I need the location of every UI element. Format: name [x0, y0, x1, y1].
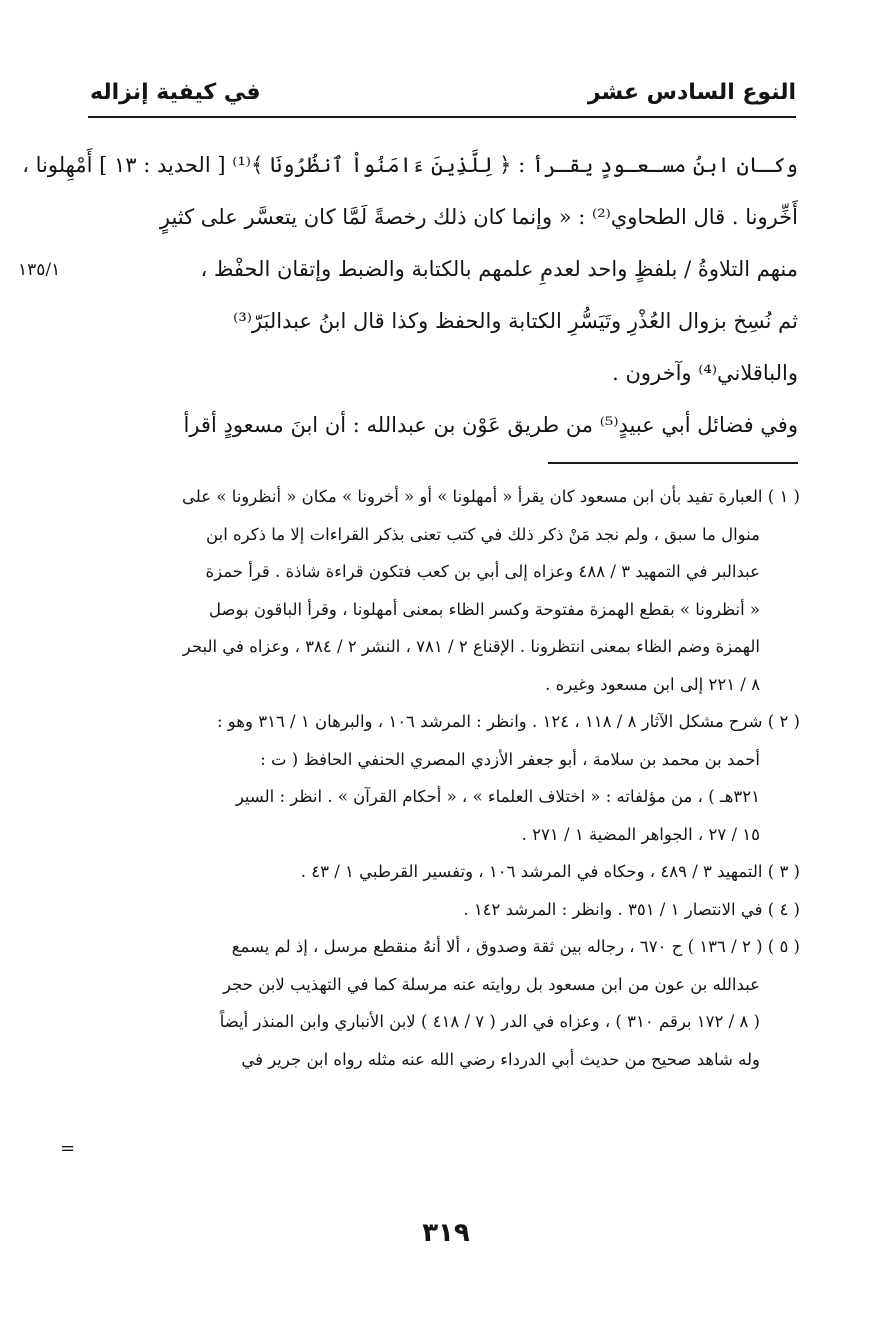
footnotes [84, 478, 800, 1078]
footnote-line: ( ٣ ) التمهيد ٣ / ٤٨٩ ، وحكاه في المرشد ١٠٦ ، وتفسير القرطبي ١ / ٤٣ . [300, 862, 800, 881]
footnote-line: ١٥ / ٢٧ ، الجواهر المضية ١ / ٢٧١ . [521, 824, 760, 844]
footnote-line: ( ٢ ) شرح مشكل الآثار ٨ / ١١٨ ، ١٢٤ . وانظر : المرشد ١٠٦ ، والبرهان ١ / ٣١٦ وهو : [216, 712, 800, 731]
footnote-separator [548, 462, 798, 464]
footnote-line: ٣٢١هـ ) ، من مؤلفاته : « اختلاف العلماء » ، « أحكام القرآن » . انظر : السير [235, 787, 760, 806]
footnote-line: ( ٥ ) ( ٢ / ١٣٦ ) ح ٦٧٠ ، رجاله بين ثقة وصدوق ، ألا أنهُ منقطع مرسل ، إذ لم يسمع [231, 937, 800, 956]
footnote-line: الهمزة وضم الظاء بمعنى انتظرونا . الإقناع ٢ / ٧٨١ ، النشر ٢ / ٣٨٤ ، وعزاه في البحر [182, 637, 760, 656]
footnote-line: عبدالبر في التمهيد ٣ / ٤٨٨ وعزاه إلى أبي بن كعب فتكون قراءة شاذة . قرأ حمزة [205, 562, 760, 581]
section-title: في كيفية إنزاله [90, 80, 261, 105]
main-text-line: وفي فضائل أبي عبيدٍ⁽⁵⁾ من طريق عَوْن بن عبدالله : أن ابنَ مسعودٍ أقرأ [183, 413, 798, 437]
main-text-line: أَخِّرونا . قال الطحاوي⁽²⁾ : « وإنما كان ذلك رخصةً لَمَّا كان يتعسَّر على كثيرٍ [159, 205, 798, 229]
footnote-line: ٨ / ٢٢١ إلى ابن مسعود وغيره . [545, 674, 760, 694]
footnote-line: ( ٨ / ١٧٢ برقم ٣١٠ ) ، وعزاه في الدر ( ٧ / ٤١٨ ) لابن الأنباري وابن المنذر أيضاً [219, 1012, 760, 1031]
main-text-line: وكـان ابنُ مسـعـودٍ يقـرأ : ﴿ لِلَّذِينَ ءَامَنُواْ ٱنظُرُونَا ﴾⁽¹⁾ [ الحديد : ١٣ ] أَمْهِلونا ، [22, 153, 798, 177]
footnote-line: عبدالله بن عون من ابن مسعود بل روايته عنه مرسلة كما في التهذيب لابن حجر [223, 974, 760, 994]
chapter-title: النوع السادس عشر [587, 80, 796, 105]
footnote-line: أحمد بن محمد بن سلامة ، أبو جعفر الأزدي المصري الحنفي الحافظ ( ت : [260, 749, 760, 769]
main-text-line: ثم نُسِخ بزوال العُذْرِ وتَيَسُّرِ الكتابة والحفظ وكذا قال ابنُ عبدالبَرّ⁽³⁾ [233, 309, 798, 333]
footnote-continued-mark: = [60, 1138, 76, 1159]
footnote-line: منوال ما سبق ، ولم نجد مَنْ ذكر ذلك في كتب تعنى بذكر القراءات إلا ما ذكره ابن [206, 524, 760, 544]
main-text-line: منهم التلاوةُ / بلفظٍ واحد لعدمِ علمهم بالكتابة والضبط وإتقان الحفْظ ، [200, 257, 798, 281]
running-header [88, 74, 796, 118]
footnote-line: « أنظرونا » بقطع الهمزة مفتوحة وكسر الظاء بمعنى أمهلونا ، وقرأ الباقون بوصل [209, 599, 760, 619]
footnote-line: ( ٤ ) في الانتصار ١ / ٣٥١ . وانظر : المرشد ١٤٢ . [463, 899, 800, 919]
main-text-line: والباقلاني⁽⁴⁾ وآخرون . [612, 361, 798, 385]
footnote-line: ( ١ ) العبارة تفيد بأن ابن مسعود كان يقرأ « أمهلونا » أو « أخرونا » مكان « أنظرونا » على [182, 487, 800, 506]
manuscript-folio-reference: ١٣٥/١ [18, 260, 61, 280]
footnote-line: وله شاهد صحيح من حديث أبي الدرداء رضي الله عنه مثله رواه ابن جرير في [241, 1049, 760, 1069]
page-number: ٣١٩ [422, 1218, 470, 1248]
